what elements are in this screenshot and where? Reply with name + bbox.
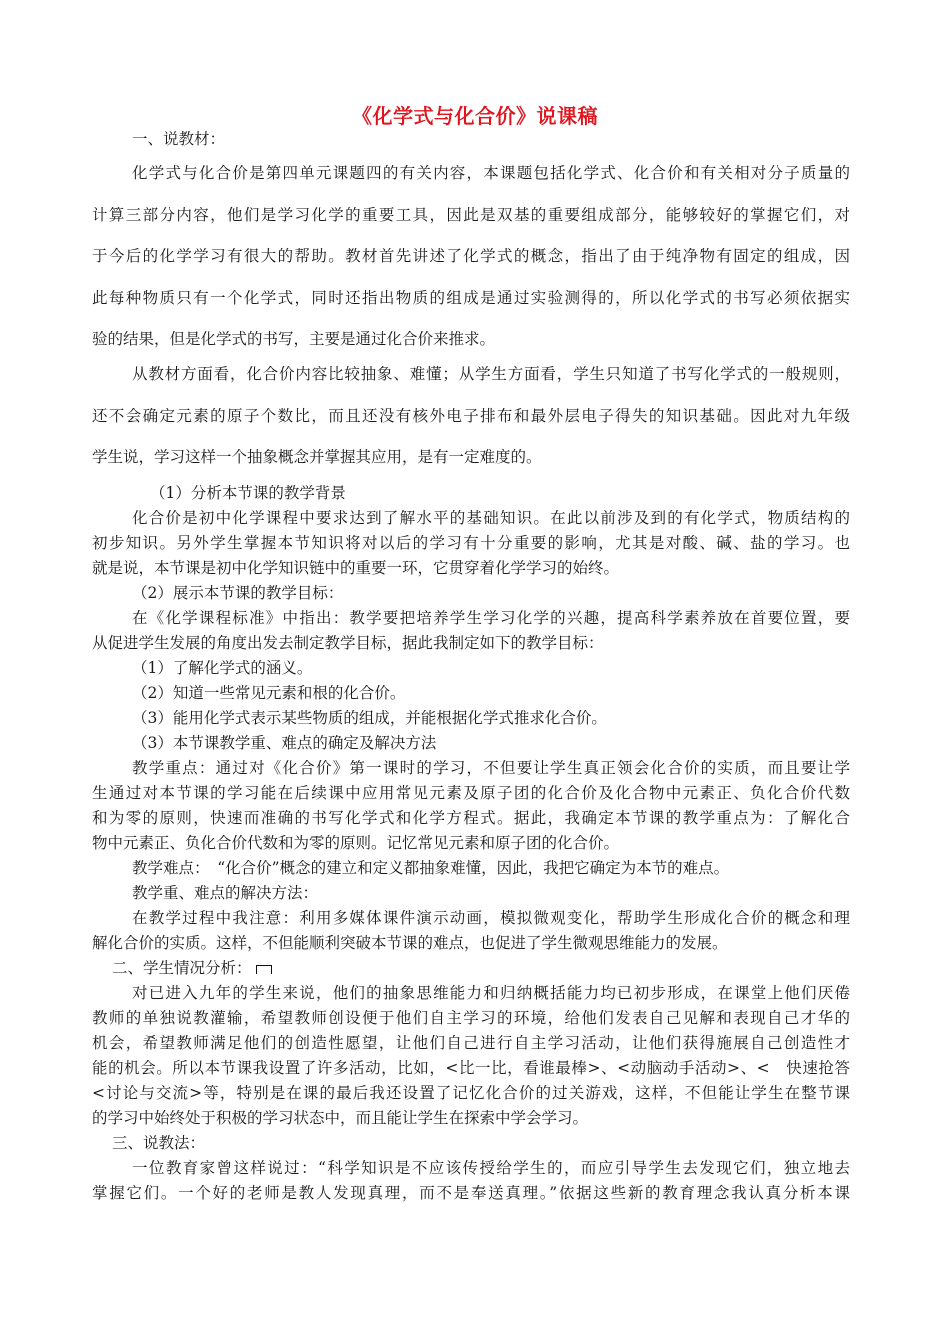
- text-line: 掌握它们。一个好的老师是教人发现真理，而不是奉送真理。”依据这些新的教育理念我认真分析本课: [92, 1184, 850, 1202]
- text-line: 和为零的原则，快速而准确的书写化学式和化学方程式。据此，我确定本节课的教学重点为：了解化合: [92, 809, 850, 827]
- text-line: 二、学生情况分析：: [112, 958, 272, 978]
- text-line: 一位教育家曾这样说过：“科学知识是不应该传授给学生的，而应引导学生去发现它们，独立地去: [132, 1159, 850, 1177]
- text-line: 化合价是初中化学课程中要求达到了解水平的基础知识。在此以前涉及到的有化学式，物质结构的: [132, 509, 850, 527]
- text-line: 化学式与化合价是第四单元课题四的有关内容，本课题包括化学式、化合价和有关相对分子质量的: [132, 164, 850, 182]
- text-line: 教学难点： “化合价”概念的建立和定义都抽象难懂，因此，我把它确定为本节的难点。: [132, 859, 730, 877]
- text-line: 于今后的化学学习有很大的帮助。教材首先讲述了化学式的概念，指出了由于纯净物有固定的组成，因: [92, 247, 850, 265]
- text-line: 还不会确定元素的原子个数比，而且还没有核外电子排布和最外层电子得失的知识基础。因此对九年级: [92, 407, 850, 425]
- text-line: 在教学过程中我注意：利用多媒体课件演示动画，模拟微观变化，帮助学生形成化合价的概念和理: [132, 909, 850, 927]
- text-line: 能的机会。所以本节课我设置了许多活动，比如，<比一比，看谁最棒>、<动脑动手活动>、< 快速抢答: [92, 1059, 850, 1077]
- text-line: 三、说教法：: [112, 1134, 206, 1152]
- document-title: 《化学式与化合价》说课稿: [352, 104, 598, 128]
- text-line: 就是说，本节课是初中化学知识链中的重要一环，它贯穿着化学学习的始终。: [92, 559, 620, 577]
- text-line: 一、说教材：: [132, 130, 226, 148]
- text-line: （1）了解化学式的涵义。: [132, 659, 313, 677]
- text-line: 教学重、难点的解决方法：: [132, 884, 319, 902]
- text-line: 生通过对本节课的学习能在后续课中应用常见元素及原子团的化合价及化合物中元素正、负化合价代数: [92, 784, 850, 802]
- text-line: 验的结果，但是化学式的书写，主要是通过化合价来推求。: [92, 330, 496, 348]
- text-line: 教师的单独说教灌输，希望教师创设便于他们自主学习的环境，给他们发表自己见解和表现自己才华的: [92, 1009, 850, 1027]
- text-line: 解化合价的实质。这样，不但能顺利突破本节课的难点，也促进了学生微观思维能力的发展。: [92, 934, 728, 952]
- text-line: 从教材方面看，化合价内容比较抽象、难懂；从学生方面看，学生只知道了书写化学式的一般规则，: [132, 365, 850, 383]
- text-cursor-mark: [256, 965, 272, 974]
- text-line: 物中元素正、负化合价代数和为零的原则。记忆常见元素和原子团的化合价。: [92, 834, 620, 852]
- text-line: 初步知识。另外学生掌握本节知识将对以后的学习有十分重要的影响，尤其是对酸、碱、盐的学习。也: [92, 534, 850, 552]
- text-line: （2）展示本节课的教学目标：: [132, 584, 344, 602]
- text-line: 学生说，学习这样一个抽象概念并掌握其应用，是有一定难度的。: [92, 448, 542, 466]
- text-line: （3）能用化学式表示某些物质的组成，并能根据化学式推求化合价。: [132, 709, 607, 727]
- text-line: （3）本节课教学重、难点的确定及解决方法: [132, 734, 437, 752]
- text-line: 机会，希望教师满足他们的创造性愿望，让他们自己进行自主学习活动，让他们获得施展自己创造性才: [92, 1034, 850, 1052]
- text-line: <讨论与交流>等，特别是在课的最后我还设置了记忆化合价的过关游戏，这样，不但能让学生在整节课: [92, 1084, 850, 1102]
- text-line: 对已进入九年的学生来说，他们的抽象思维能力和归纳概括能力均已初步形成，在课堂上他们厌倦: [132, 984, 850, 1002]
- text-line: 教学重点：通过对《化合价》第一课时的学习，不但要让学生真正领会化合价的实质，而且要让学: [132, 759, 850, 777]
- text-line: 的学习中始终处于积极的学习状态中，而且能让学生在探索中学会学习。: [92, 1109, 589, 1127]
- text-line: （2）知道一些常见元素和根的化合价。: [132, 684, 406, 702]
- text-line: 从促进学生发展的角度出发去制定教学目标，据此我制定如下的教学目标：: [92, 634, 604, 652]
- text-line: 在《化学课程标准》中指出：教学要把培养学生学习化学的兴趣，提高科学素养放在首要位置，要: [132, 609, 850, 627]
- text-line: （1）分析本节课的教学背景: [150, 484, 346, 502]
- text-line: 计算三部分内容，他们是学习化学的重要工具，因此是双基的重要组成部分，能够较好的掌握它们，对: [92, 206, 850, 224]
- text-line: 此每种物质只有一个化学式，同时还指出物质的组成是通过实验测得的，所以化学式的书写必须依据实: [92, 289, 850, 307]
